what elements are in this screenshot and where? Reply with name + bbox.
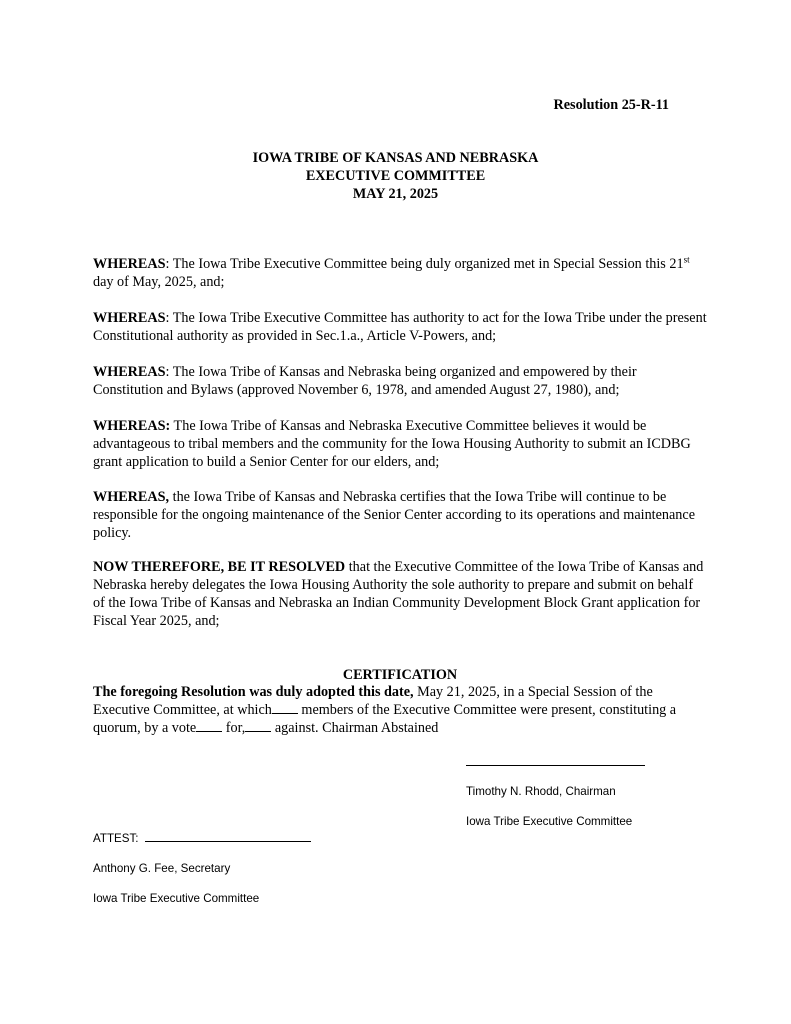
attest-label: ATTEST: xyxy=(93,832,139,845)
paragraph-lead: WHEREAS xyxy=(93,256,166,272)
header-date: MAY 21, 2025 xyxy=(352,186,439,202)
members-present-blank xyxy=(272,701,298,714)
whereas-paragraph-4 xyxy=(93,417,707,471)
whereas-paragraph-5 xyxy=(93,488,707,542)
header-tribe-name: IOWA TRIBE OF KANSAS AND NEBRASKA xyxy=(252,150,539,166)
certification-lead: The foregoing Resolution was duly adopted this date, xyxy=(93,684,414,700)
paragraph-lead: WHEREAS xyxy=(93,364,166,380)
certification-text: for, xyxy=(222,720,246,736)
resolved-paragraph xyxy=(93,558,707,630)
chairman-signature-line xyxy=(466,765,645,766)
votes-for-blank xyxy=(196,719,222,732)
secretary-name: Anthony G. Fee, Secretary xyxy=(93,862,231,875)
header-committee: EXECUTIVE COMMITTEE xyxy=(305,168,486,184)
secretary-org: Iowa Tribe Executive Committee xyxy=(93,892,260,905)
resolution-number: Resolution 25-R-11 xyxy=(553,97,669,113)
secretary-signature-line xyxy=(145,830,311,842)
paragraph-lead: NOW THEREFORE, BE IT RESOLVED xyxy=(93,559,346,575)
certification-text: against. Chairman Abstained xyxy=(271,720,439,736)
paragraph-text: : The Iowa Tribe Executive Committee being duly organized met in Special Session this 21 xyxy=(165,256,684,272)
paragraph-lead: WHEREAS, xyxy=(93,489,170,505)
chairman-org: Iowa Tribe Executive Committee xyxy=(466,815,633,828)
paragraph-lead: WHEREAS xyxy=(93,310,166,326)
certification-text: May 21, 2025, in a Special Session of the Executive Committee, at which xyxy=(93,684,653,718)
paragraph-text: the Iowa Tribe of Kansas and Nebraska certifies that the Iowa Tribe will continue to be responsible for the ongoing maintenance of the Senior Center according to its operations and maintenance policy. xyxy=(93,489,695,541)
whereas-paragraph-3 xyxy=(93,363,707,399)
paragraph-text: : The Iowa Tribe of Kansas and Nebraska being organized and empowered by their Constitution and Bylaws (approved November 6, 1978, and amended August 27, 1980), and; xyxy=(93,364,637,398)
attest-row xyxy=(93,830,311,846)
paragraph-text: : The Iowa Tribe Executive Committee has authority to act for the Iowa Tribe under the present Constitutional authority as provided in Sec.1.a., Article V-Powers, and; xyxy=(93,310,707,344)
votes-against-blank xyxy=(245,719,271,732)
chairman-name: Timothy N. Rhodd, Chairman xyxy=(466,785,616,798)
whereas-paragraph-2 xyxy=(93,309,707,345)
paragraph-lead: WHEREAS: xyxy=(93,418,171,434)
certification-paragraph xyxy=(93,683,707,737)
paragraph-text: day of May, 2025, and; xyxy=(93,274,225,290)
whereas-paragraph-1 xyxy=(93,255,707,291)
ordinal-suffix: st xyxy=(683,254,690,265)
certification-text: members of the Executive Committee were present, constituting a quorum, by a vote xyxy=(93,702,677,736)
paragraph-text: The Iowa Tribe of Kansas and Nebraska Executive Committee believes it would be advantageous to tribal members and the community for the Iowa Housing Authority to submit an ICDBG grant application to build a Senior Center for our elders, and; xyxy=(93,418,691,470)
certification-title: CERTIFICATION xyxy=(342,667,458,683)
paragraph-text: that the Executive Committee of the Iowa Tribe of Kansas and Nebraska hereby delegates the Iowa Housing Authority the sole authority to prepare and submit on behalf of the Iowa Tribe of Kansas and Nebraska an Indian Community Development Block Grant application for Fiscal Year 2025, and; xyxy=(93,559,704,629)
